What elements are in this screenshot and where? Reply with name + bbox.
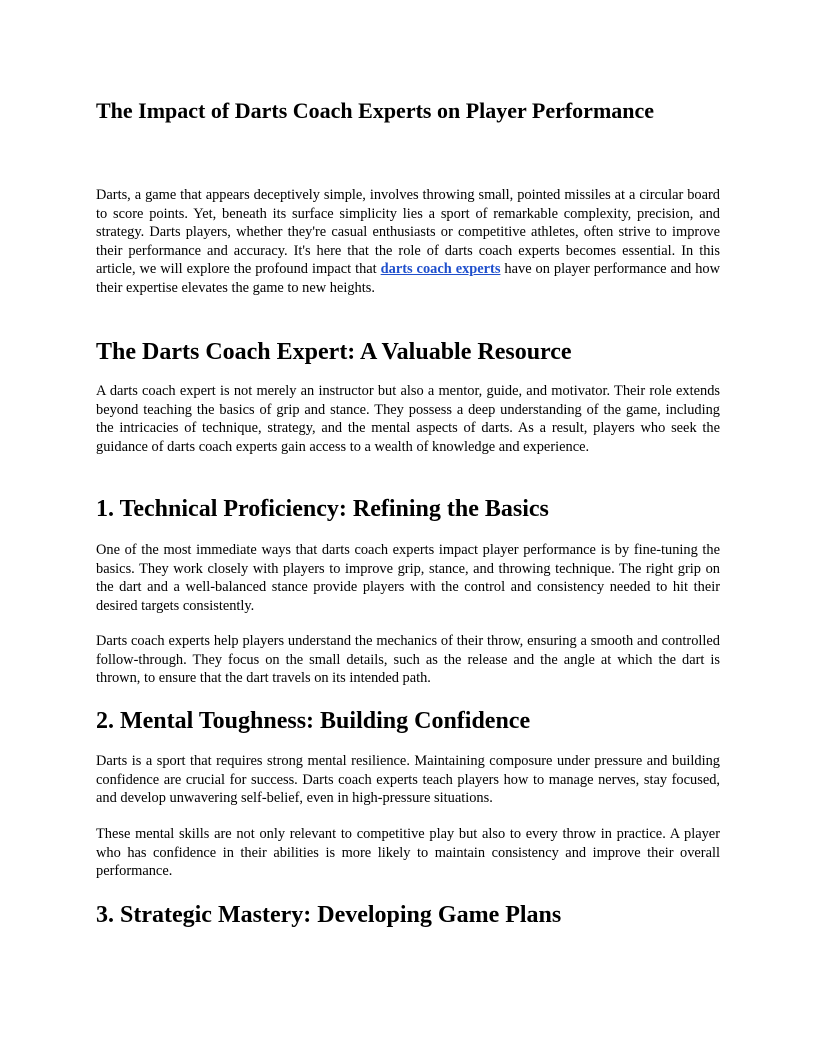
section-heading: 1. Technical Proficiency: Refining the Basics	[96, 496, 549, 522]
section-paragraph: A darts coach expert is not merely an instructor but also a mentor, guide, and motivator. Their role extends beyond teaching the basics of grip and stance. They possess a deep understanding of the game, including the intricacies of technique, strategy, and the mental aspects of darts. As a result, players who seek the guidance of darts coach experts gain access to a wealth of knowledge and experience.	[96, 383, 720, 455]
section-valuable-resource	[96, 337, 720, 367]
section-paragraph: Darts is a sport that requires strong mental resilience. Maintaining composure under pressure and building confidence are crucial for success. Darts coach experts teach players how to manage nerves, stay focused, and develop unwavering self-belief, even in high-pressure situations.	[96, 753, 720, 807]
section-technical-proficiency	[96, 494, 720, 524]
section-mental-toughness-body-2	[96, 825, 720, 881]
section-valuable-resource-body	[96, 382, 720, 456]
section-mental-toughness-body-1	[96, 752, 720, 808]
section-technical-proficiency-body-1	[96, 541, 720, 615]
intro-text-after-link: have on player performance and how their expertise elevates the game to new heights.	[96, 261, 720, 296]
darts-coach-experts-link[interactable]: darts coach experts	[380, 261, 501, 278]
section-heading: 3. Strategic Mastery: Developing Game Plans	[96, 902, 562, 928]
section-paragraph: One of the most immediate ways that darts coach experts impact player performance is by fine-tuning the basics. They work closely with players to improve grip, stance, and throwing technique. The right grip on the dart and a well-balanced stance provide players with the control and consistency needed to hit their desired targets consistently.	[96, 542, 720, 614]
document-title: The Impact of Darts Coach Experts on Player Performance	[96, 98, 655, 123]
section-heading: 2. Mental Toughness: Building Confidence	[96, 708, 531, 734]
section-paragraph: These mental skills are not only relevant to competitive play but also to every throw in practice. A player who has confidence in their abilities is more likely to maintain consistency and improve their overall performance.	[96, 826, 720, 880]
section-mental-toughness	[96, 706, 720, 736]
section-heading: The Darts Coach Expert: A Valuable Resource	[96, 339, 572, 365]
section-strategic-mastery	[96, 900, 720, 930]
intro-section	[96, 186, 720, 298]
section-paragraph: Darts coach experts help players understand the mechanics of their throw, ensuring a smooth and controlled follow-through. They focus on the small details, such as the release and the angle at which the dart is thrown, to ensure that the dart travels on its intended path.	[96, 633, 720, 687]
intro-text-before-link: Darts, a game that appears deceptively simple, involves throwing small, pointed missiles at a circular board to score points. Yet, beneath its surface simplicity lies a sport of remarkable complexity, precision, and strategy. Darts players, whether they're casual enthusiasts or competitive athletes, often strive to improve their performance and accuracy. It's here that the role of darts coach experts becomes essential. In this article, we will explore the profound impact that	[96, 187, 720, 278]
intro-paragraph	[96, 186, 720, 298]
section-technical-proficiency-body-2	[96, 632, 720, 688]
